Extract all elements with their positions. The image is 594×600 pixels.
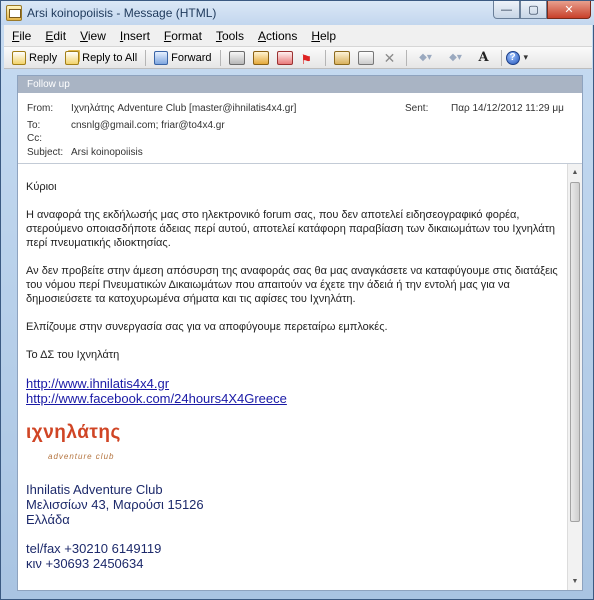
toolbar-separator [406, 50, 407, 66]
follow-up-infobar[interactable]: Follow up [18, 76, 582, 93]
logo-wordmark: ιχνηλάτης [26, 422, 121, 443]
cc-row [27, 133, 71, 144]
window-title: Arsi koinopoiisis - Message (HTML) [27, 6, 217, 20]
categories-icon[interactable] [277, 51, 293, 65]
body-paragraph-3: Ελπίζουμε στην συνεργασία σας για να αποφύγουμε περεταίρω εμπλοκές. [26, 321, 388, 333]
address-book-icon[interactable] [334, 51, 350, 65]
delete-icon[interactable]: ✕ [383, 49, 396, 66]
close-button[interactable]: ✕ [547, 1, 591, 19]
menu-help[interactable]: Help [311, 28, 337, 43]
menu-view[interactable]: View [80, 28, 106, 43]
signature-phone: tel/fax +30210 6149119 [26, 541, 162, 556]
message-pane [17, 75, 583, 591]
to-row [27, 120, 225, 131]
from-value[interactable]: Ιχνηλάτης Adventure Club [master@ihnilatis4x4.gr] [71, 103, 297, 114]
next-item-icon[interactable]: ◆▾ [449, 51, 462, 63]
menu-tools[interactable]: Tools [215, 28, 244, 43]
window-controls [493, 1, 591, 19]
signature-country: Ελλάδα [26, 512, 70, 527]
reply-label: Reply [29, 51, 58, 64]
print-icon[interactable] [229, 51, 245, 65]
toolbar-separator [325, 50, 326, 66]
cc-label: Cc: [27, 133, 42, 144]
subject-label: Subject: [27, 147, 64, 158]
reply-button[interactable] [8, 48, 61, 68]
signature-block [26, 482, 564, 571]
title-bar[interactable] [1, 1, 594, 25]
junk-mail-icon[interactable] [358, 51, 374, 65]
sent-label: Sent: [405, 103, 429, 114]
subject-value: Arsi koinopoiisis [71, 147, 143, 158]
reply-all-button[interactable] [61, 48, 141, 68]
message-body[interactable] [18, 163, 582, 590]
reply-all-label: Reply to All [82, 51, 138, 64]
sent-row [405, 103, 564, 114]
menu-insert[interactable]: Insert [119, 28, 150, 43]
font-size-icon[interactable]: A [478, 49, 489, 65]
to-value[interactable]: cnsnlg@gmail.com; friar@to4x4.gr [71, 120, 225, 131]
from-row [27, 103, 296, 114]
follow-up-flag-icon[interactable] [301, 51, 317, 65]
reply-icon [12, 51, 26, 65]
scrollbar-thumb[interactable] [570, 182, 580, 522]
sent-value: Παρ 14/12/2012 11:29 μμ [451, 103, 564, 114]
vertical-scrollbar[interactable] [567, 164, 582, 590]
move-to-folder-icon[interactable] [253, 51, 269, 65]
message-headers [18, 93, 582, 163]
menu-format[interactable]: Format [163, 28, 202, 43]
menu-edit[interactable]: Edit [45, 28, 67, 43]
menu-bar [4, 25, 592, 47]
toolbar-separator [501, 50, 502, 66]
toolbar-options-chevron-icon[interactable]: ▾ [523, 52, 529, 62]
forward-label: Forward [171, 51, 212, 64]
menu-actions[interactable]: Actions [257, 28, 298, 43]
signature-address: Μελισσίων 43, Μαρούσι 15126 [26, 497, 204, 512]
logo-subtitle: adventure club [48, 452, 115, 461]
body-paragraph-1: Η αναφορά της εκδήλωσής μας στο ηλεκτρονικό forum σας, που δεν αποτελεί ειδησεογραφικό φορέα, στερούμενο οποιασδήποτε άδειας περί αυτού, αποτελεί κατάφορη παραβίαση των δικαιωμάτων του Ιχνηλάτη περί πνευματικής ιδιοκτησίας. [26, 209, 556, 249]
signoff: Το ΔΣ του Ιχνηλάτη [26, 349, 120, 361]
message-content [26, 180, 564, 571]
maximize-button[interactable]: ▢ [520, 1, 547, 19]
message-app-icon [6, 5, 22, 21]
menu-file[interactable]: File [12, 28, 32, 43]
facebook-link[interactable]: http://www.facebook.com/24hours4X4Greece [26, 391, 287, 406]
from-label: From: [27, 103, 54, 114]
signature-name: Ihnilatis Adventure Club [26, 482, 163, 497]
minimize-button[interactable]: — [493, 1, 520, 19]
forward-icon [154, 51, 168, 65]
club-logo [26, 422, 136, 472]
scroll-up-arrow-icon[interactable]: ▲ [571, 169, 579, 176]
body-paragraph-2: Αν δεν προβείτε στην άμεση απόσυρση της αναφοράς σας θα μας αναγκάσετε να καταφύγουμε στις διατάξεις του νόμου περί Πνευματικών Δικαιωμάτων που απαιτούν να έχετε την άδειά ή την εντολή μας για να δημοσιεύσετε τα κατοχυρωμένα σήματα και τις αφίσες του Ιχνηλάτη. [26, 265, 558, 305]
greeting: Κύριοι [26, 181, 57, 193]
toolbar-separator [220, 50, 221, 66]
toolbar-separator [145, 50, 146, 66]
scroll-down-arrow-icon[interactable]: ▼ [571, 578, 579, 585]
help-icon[interactable]: ? [506, 51, 520, 65]
reply-all-icon [65, 51, 79, 65]
previous-item-icon[interactable]: ◆▾ [419, 51, 432, 63]
website-link[interactable]: http://www.ihnilatis4x4.gr [26, 376, 170, 391]
toolbar [4, 47, 592, 69]
subject-row [27, 147, 143, 158]
to-label: To: [27, 120, 41, 131]
signature-mobile: κιν +30693 2450634 [26, 556, 144, 571]
forward-button[interactable] [150, 48, 215, 68]
